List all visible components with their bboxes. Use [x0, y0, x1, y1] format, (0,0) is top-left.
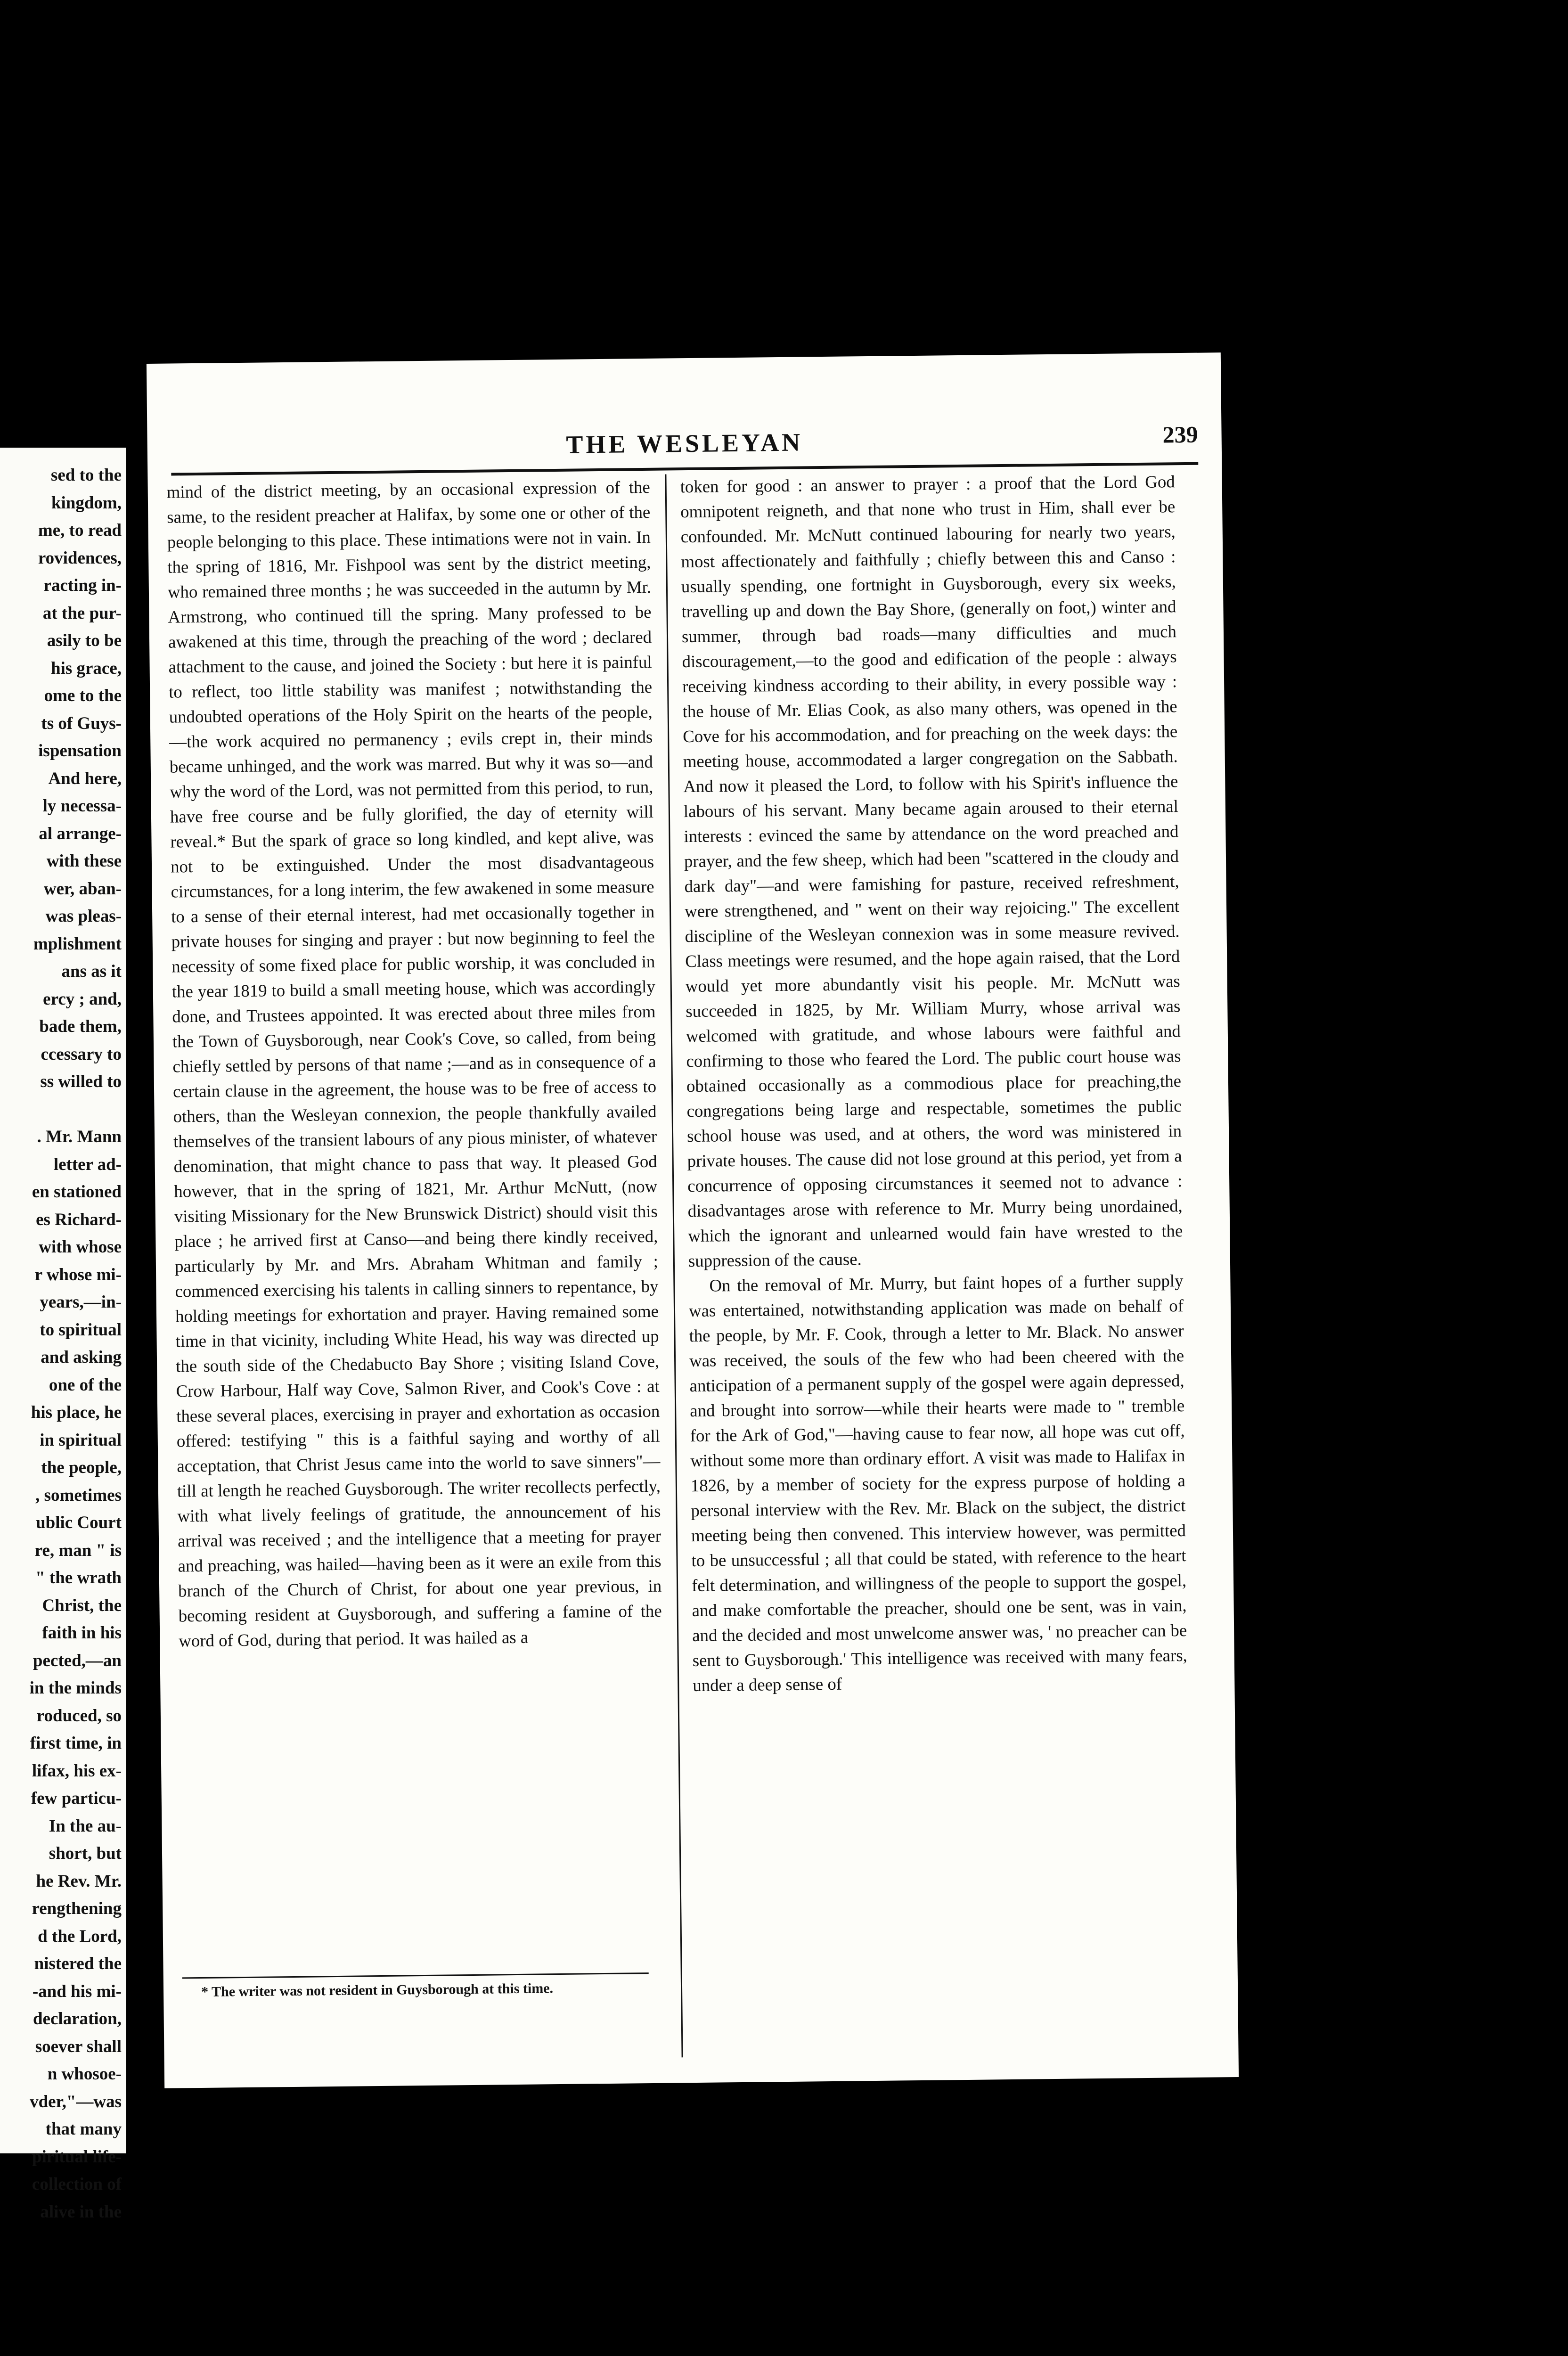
left-page-fragment: es Richard- — [36, 1210, 122, 1229]
left-page-fragment: short, but — [49, 1844, 122, 1863]
left-page-fragment: and asking — [41, 1348, 122, 1367]
left-page-fragment: rengthening — [32, 1899, 122, 1918]
footnote: * The writer was not resident in Guysborough at this time. — [201, 1980, 554, 2000]
left-page-fragment: ans as it — [61, 962, 122, 981]
left-page-fragment: piritual life- — [32, 2147, 122, 2167]
left-page-fragment: that many — [45, 2119, 122, 2139]
left-page-fragment: collection of — [32, 2175, 122, 2194]
left-page-fragment: , sometimes — [35, 1485, 122, 1505]
left-page-fragment: one of the — [49, 1375, 122, 1395]
left-page-fragment: faith in his — [42, 1623, 122, 1643]
left-page-fragment: racting in- — [43, 576, 122, 595]
left-page-fragment: years,—in- — [40, 1293, 122, 1312]
left-page-fragment: ublic Court — [36, 1513, 122, 1532]
left-page-fragment: ome to the — [44, 686, 122, 705]
left-page-fragment: bade them, — [39, 1017, 122, 1036]
left-page-fragment: to spiritual — [40, 1320, 122, 1340]
left-page-fragment: sed to the — [50, 466, 122, 485]
left-page-fragment: with whose — [39, 1237, 122, 1257]
left-page-fragment: roduced, so — [36, 1706, 122, 1726]
left-page-fragment: wer, aban- — [43, 879, 122, 899]
left-page-fragment: in the minds — [29, 1678, 122, 1698]
left-page-fragment: ispensation — [38, 741, 122, 761]
left-page-fragment: few particu- — [31, 1789, 122, 1808]
left-page-fragment: in spiritual — [40, 1430, 122, 1450]
paragraph: token for good : an answer to prayer : a proof that the Lord God omnipotent reigneth, and that none who trust in Him, shall ever be confounded. Mr. McNutt continued labouring for nearly two years, most affectionately and faithfully ; chiefly between this and Canso : usually spending, one fortnight in Guysborough, every six weeks, travelling up and down the Bay Shore, (generally on foot,) winter and summer, through bad roads—many difficulties and much discouragement,—to the good and edification of the people : always receiving kindness according to their ability, in every possible way : the house of Mr. Elias Cook, as also many others, was opened in the Cove for his accommodation, and for preaching on the week days: the meeting house, accommodated a larger congregation on the Sabbath. And now it pleased the Lord, to follow with his Spirit's influence the labours of his servant. Many became again aroused to their eternal interests : evinced the same by attendance on the word preached and prayer, and the few sheep, which had been "scattered in the cloudy and dark day"—and were famishing for pasture, received refreshment, were strengthened, and " went on their way rejoicing." The excellent discipline of the Wesleyan connexion was in some measure revived. Class meetings were resumed, and the hope again raised, that the Lord would yet more abundantly visit his people. Mr. McNutt was succeeded in 1825, by Mr. William Murry, whose arrival was welcomed with gratitude, and whose labours were faithful and confirming to those who feared the Lord. The public court house was obtained occasionally as a commodious place for preaching,the congregations being large and respectable, sometimes the public school house was used, and at others, the word was ministered in private houses. The cause did not lose ground at this period, yet from a concurrence of opposing circumstances it seemed not to advance : disadvantages arose with reference to Mr. Murry being unordained, which the ignorant and unlearned would fain have wrested to the suppression of the cause. — [680, 472, 1183, 1271]
left-page-fragment: he Rev. Mr. — [36, 1871, 122, 1891]
left-page-fragment: pected,—an — [33, 1651, 122, 1670]
running-title: THE WESLEYAN — [566, 428, 803, 459]
page-number: 239 — [1162, 421, 1198, 448]
left-page-fragment: nistered the — [34, 1954, 122, 1973]
paragraph: On the removal of Mr. Murry, but faint hopes of a further supply was entertained, notwithstanding application was made on behalf of the people, by Mr. F. Cook, through a letter to Mr. Black. No answer was received, the souls of the few who had been cheered with the anticipation of a permanent supply of the gospel were again depressed, and brought into sorrow—while their hearts were made to " tremble for the Ark of God,"—having cause to fear now, all hope was cut off, without some more than ordinary effort. A visit was made to Halifax in 1826, by a member of society for the express purpose of holding a personal interview with the Rev. Mr. Black on the subject, the district meeting being then convened. This interview however, was permitted to be unsuccessful ; all that could be stated, with reference to the heart felt determination, and willingness of the people to support the gospel, and make comfortable the preacher, should one be sent, was in vain, and the decided and most unwelcome answer was, ' no preacher can be sent to Guysborough.' This intelligence was received with many fears, under a deep sense of — [688, 1271, 1187, 1695]
left-page-fragment: r whose mi- — [34, 1265, 122, 1284]
paragraph: mind of the district meeting, by an occasional expression of the same, to the resident preacher at Halifax, by some one or other of the people belonging to this place. These intimations were not in vain. In the spring of 1816, Mr. Fishpool was sent by the district meeting, who remained three months ; he was succeeded in the autumn by Mr. Armstrong, who continued till the spring. Many professed to be awakened at this time, through the preaching of the word ; declared attachment to the cause, and joined the Society : but here it is painful to reflect, too little stability was manifest ; notwithstanding the undoubted operations of the Holy Spirit on the hearts of the people,—the work acquired no permanency ; evils crept in, their minds became unhinged, and the work was marred. But why it was so—and why the word of the Lord, was not permitted from this period, to run, have free course and be fully glorified, the day of eternity will reveal.* But the spark of grace so long kindled, and kept alive, was not to be extinguished. Under the most disadvantageous circumstances, for a long interim, the few awakened in some measure to a sense of their eternal interest, had met occasionally together in private houses for singing and prayer : but now beginning to feel the necessity of some fixed place for public worship, it was concluded in the year 1819 to build a small meeting house, which was accordingly done, and Trustees appointed. It was erected about three miles from the Town of Guysborough, near Cook's Cove, so called, from being chiefly settled by persons of that name ;—and as in consequence of a certain clause in the agreement, the house was to be free of access to others, than the Wesleyan connexion, the people thankfully availed themselves of the transient labours of any pious minister, of whatever denomination, that might chance to pass that way. It pleased God however, that in the spring of 1821, Mr. Arthur McNutt, (now visiting Missionary for the New Brunswick District) should visit this place ; he arrived first at Canso—and being there kindly received, particularly by Mr. and Mrs. Abraham Whitman and family ; commenced exercising his talents in calling sinners to repentance, by holding meetings for exhortation and prayer. Having remained some time in that vicinity, including White Head, his way was directed up the south side of the Chedabucto Bay Shore ; visiting Island Cove, Crow Harbour, Half way Cove, Salmon River, and Cook's Cove : at these several places, exercising in prayer and exhortation as occasion offered: testifying " this is a faithful saying and worthy of all acceptation, that Christ Jesus came into the world to save sinners"—till at length he reached Guysborough. The writer recollects perfectly, with what lively feelings of gratitude, the announcement of his arrival was received ; and the intelligence that a meeting for prayer and preaching, was hailed—having been as it were an exile from this branch of the Church of Christ, for about one year previous, in becoming resident at Guysborough, and suffering a famine of the word of God, during that period. It was hailed as a — [166, 477, 662, 1651]
left-page-fragment: " the wrath — [35, 1568, 122, 1587]
left-page-fragment: first time, in — [30, 1734, 122, 1753]
left-page-fragment: at the pur- — [42, 603, 122, 623]
left-page-fragment: mplishment — [33, 934, 122, 954]
main-page — [147, 352, 1239, 2088]
left-page-fragment: vder,"—was — [30, 2092, 122, 2111]
column-divider — [665, 474, 683, 2057]
adjacent-left-page — [0, 448, 126, 2222]
left-page-fragment: rovidences, — [38, 548, 122, 568]
left-page-fragment: declaration, — [33, 2009, 122, 2029]
left-page-fragment: n whosoe- — [47, 2064, 122, 2084]
left-page-fragment: the people, — [41, 1458, 122, 1477]
text-column-left — [166, 474, 662, 1653]
left-page-fragment: soever shall — [35, 2037, 122, 2056]
footnote-rule — [182, 1972, 649, 1979]
left-page-fragment: en stationed — [32, 1182, 122, 1202]
text-column-right — [680, 469, 1187, 1698]
left-page-fragment: ccessary to — [41, 1044, 122, 1064]
left-page-fragment: d the Lord, — [38, 1926, 122, 1946]
left-page-fragment: ts of Guys- — [41, 713, 122, 733]
left-page-fragment: asily to be — [47, 631, 122, 650]
left-page-fragment: with these — [46, 851, 122, 871]
page-header — [147, 423, 1222, 467]
left-page-fragment: al arrange- — [39, 824, 122, 843]
left-page-fragment: alive in the — [40, 2202, 122, 2222]
left-page-fragment: his grace, — [50, 658, 122, 678]
left-page-fragment: kingdom, — [51, 493, 122, 513]
left-page-fragment: . Mr. Mann — [37, 1127, 122, 1146]
left-page-fragment: ss willed to — [40, 1072, 122, 1091]
left-page-fragment: ercy ; and, — [43, 989, 122, 1009]
left-page-fragment: re, man " is — [34, 1540, 122, 1560]
left-page-fragment: And here, — [48, 769, 122, 788]
left-page-fragment: me, to read — [38, 521, 122, 540]
left-page-fragment: lifax, his ex- — [32, 1761, 122, 1781]
ink-blot — [1384, 2007, 1450, 2078]
left-page-fragment: was pleas- — [45, 907, 122, 926]
left-page-fragment: letter ad- — [53, 1154, 122, 1174]
left-page-fragment: In the au- — [49, 1816, 122, 1836]
left-page-fragment: -and his mi- — [32, 1981, 122, 2001]
left-page-fragment: his place, he — [31, 1403, 122, 1422]
left-page-fragment: Christ, the — [42, 1595, 122, 1615]
left-page-fragment: ly necessa- — [42, 796, 122, 816]
